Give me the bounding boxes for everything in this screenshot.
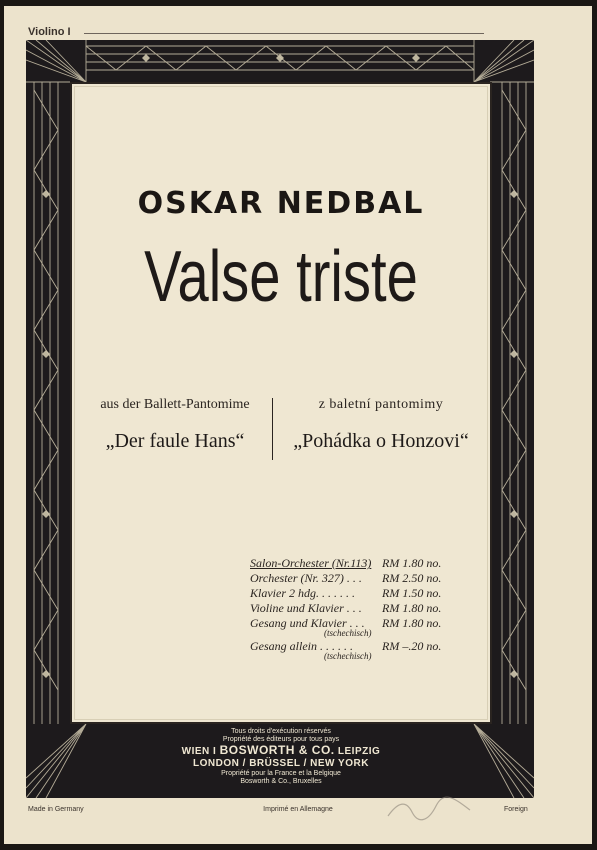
left-band-lines [34, 82, 58, 724]
publisher-name: BOSWORTH & CO. [219, 743, 335, 757]
edition-row [250, 601, 490, 616]
publisher-block [70, 724, 492, 786]
owner-line-2: Bosworth & Co., Bruxelles [240, 778, 322, 785]
diamond-top-3 [412, 54, 420, 62]
edition-row [250, 586, 490, 601]
title-panel [70, 82, 492, 724]
diamond-right-4 [510, 670, 518, 678]
diamond-left-4 [42, 670, 50, 678]
edition-name: Gesang und Klavier . . . [250, 616, 365, 630]
part-rule [84, 33, 484, 34]
publisher-cities: LONDON / BRÜSSEL / NEW YORK [193, 758, 369, 769]
edition-name: Salon-Orchester (Nr.113) [250, 556, 372, 570]
footer-made-in: Made in Germany [28, 806, 84, 813]
diamond-left-2 [42, 350, 50, 358]
right-band-lines [502, 82, 526, 724]
edition-price: RM –.20 no. [382, 639, 442, 653]
owner-line-1: Propriété pour la France et la Belgique [221, 770, 341, 777]
publisher-city-right: LEIPZIG [337, 746, 381, 757]
corner-fan-tl [26, 40, 86, 82]
diamond-right-3 [510, 510, 518, 518]
edition-price: RM 2.50 no. [382, 571, 442, 585]
edition-price: RM 1.80 no. [382, 556, 442, 570]
editions-list [250, 556, 490, 662]
edition-name: Orchester (Nr. 327) . . . [250, 571, 362, 585]
diamond-right-2 [510, 350, 518, 358]
part-label: Violino I [28, 26, 71, 38]
edition-note: (tschechisch) [324, 628, 372, 638]
publisher-city-left: WIEN I [181, 746, 217, 757]
left-band-diag [34, 90, 58, 690]
edition-name: Violine und Klavier . . . [250, 601, 362, 615]
edition-row [250, 571, 490, 586]
publisher-line [70, 744, 492, 758]
diamond-left-1 [42, 190, 50, 198]
rights-line-2: Propriété des éditeurs pour tous pays [222, 736, 340, 743]
language-divider [272, 398, 273, 460]
composer-name: OSKAR NEDBAL [137, 186, 425, 221]
edition-row [250, 556, 490, 571]
subtitle-german: aus der Ballett-Pantomime [100, 397, 250, 412]
sheet-music-cover [4, 6, 592, 844]
work-title-czech: „Pohádka o Honzovi“ [293, 430, 469, 452]
work-title-german: „Der faule Hans“ [105, 430, 245, 452]
edition-price: RM 1.80 no. [382, 616, 442, 630]
corner-fan-tr [474, 40, 534, 82]
edition-price: RM 1.50 no. [382, 586, 442, 600]
edition-price: RM 1.80 no. [382, 601, 442, 615]
footer-foreign: Foreign [504, 806, 528, 813]
subtitle-czech: z baletní pantomimy [318, 397, 444, 412]
edition-name: Klavier 2 hdg. . . . . . . [250, 586, 355, 600]
rights-line-1: Tous droits d'exécution réservés [231, 728, 331, 735]
footer-printed-in: Imprimé en Allemagne [263, 806, 333, 813]
edition-note: (tschechisch) [324, 651, 372, 661]
diamond-top-1 [142, 54, 150, 62]
diamond-left-3 [42, 510, 50, 518]
piece-title: Valse triste [144, 237, 418, 317]
edition-name: Gesang allein . . . . . . [250, 639, 353, 653]
diamond-right-1 [510, 190, 518, 198]
right-band-diag [502, 90, 526, 690]
